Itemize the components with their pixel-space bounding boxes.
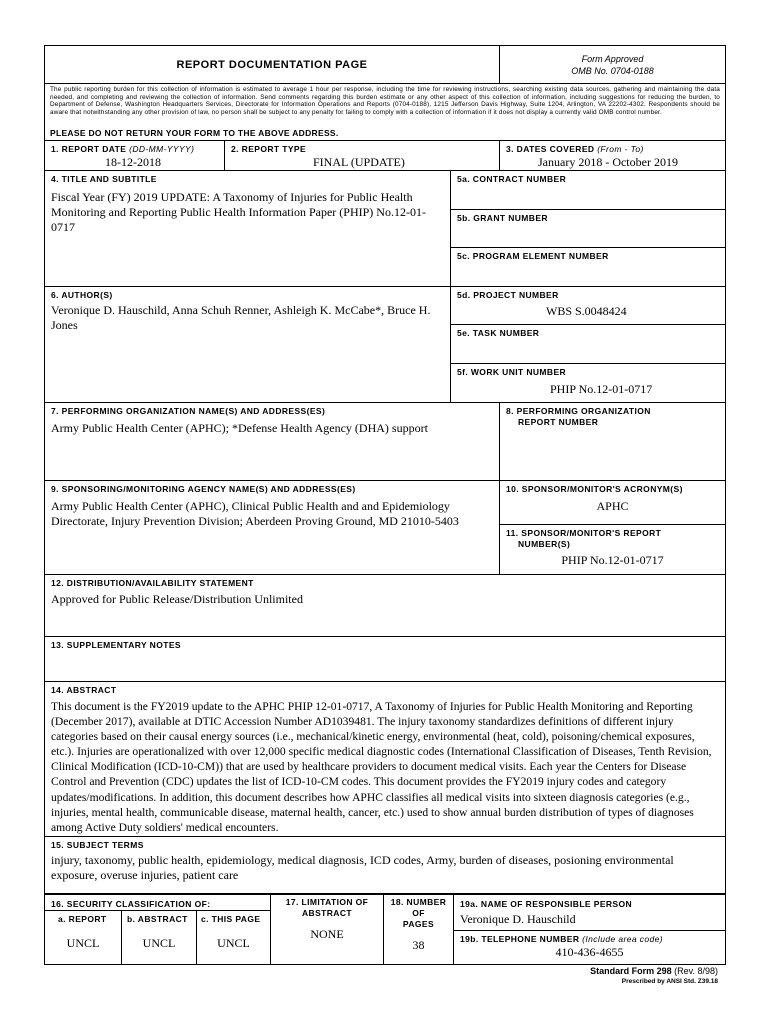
pages-label-1: 18. NUMBER (390, 897, 447, 907)
report-documentation-form (44, 45, 726, 895)
performing-org-value: Army Public Health Center (APHC); *Defense Health Agency (DHA) support (51, 421, 428, 435)
dates-covered-hint: (From - To) (597, 144, 644, 154)
performing-report-label-2: REPORT NUMBER (518, 417, 599, 427)
form-revision: (Rev. 8/98) (674, 966, 718, 976)
dates-covered-label: 3. DATES COVERED (506, 144, 595, 154)
page-title: REPORT DOCUMENTATION PAGE (176, 59, 368, 71)
omb-number: OMB No. 0704-0188 (571, 66, 654, 76)
abstract-value: This document is the FY2019 update to the APHC PHIP 12-01-0717, A Taxonomy of Injuries for Public Health Monitoring and Reporting (December 2017), available at DTIC Accession Number AD1039481. The injury taxonomy standardizes definitions of different injury categories based on their causal energy sources (i.e., mechanical/kinetic energy, environmental (heat, cold), poisoning/chemical exposures, etc.). Injuries are operationalized with over 12,000 specific medical diagnostic codes (International Classification of Diseases, Tenth Revision, Clinical Modification (ICD-10-CM)) that are used by healthcare providers to document medical visits. Each year the Centers for Disease Control and Prevention (CDC) updates the list of ICD-10-CM codes. This document provides the FY2019 injury codes and category updates/modifications. In addition, this document describes how APHC classifies all medical visits into sixteen diagnosis categories (e.g., injuries, mental health, communicable disease, maternal health, cancer, etc.) used to show annual burden distribution of types of diagnoses among Active Duty soldiers' medical encounters. (51, 700, 712, 834)
grant-number-field[interactable] (451, 209, 725, 247)
authors-field[interactable] (45, 286, 451, 402)
security-abstract-value: UNCL (142, 936, 176, 950)
security-report-label: a. REPORT (58, 914, 107, 924)
ansi-standard: Prescribed by ANSI Std. Z39.18 (621, 978, 718, 985)
work-unit-field[interactable] (451, 363, 725, 402)
project-number-field[interactable] (451, 286, 725, 324)
form-title-cell (45, 46, 500, 84)
security-classification-header (45, 893, 271, 911)
limitation-label-2: ABSTRACT (302, 908, 352, 918)
standard-form-number: Standard Form 298 (590, 966, 672, 976)
sponsoring-agency-field[interactable] (45, 480, 500, 574)
sponsor-report-label-1: 11. SPONSOR/MONITOR'S REPORT (506, 528, 662, 538)
contract-number-label: 5a. CONTRACT NUMBER (457, 174, 567, 184)
burden-notice-text: The public reporting burden for this collection of information is estimated to average 1 hour per response, including the time for reviewing instructions, searching existing data sources, gathering and maintaining the data needed, and completing and reviewing the collection of information. Send comments regarding this burden estimate or any other aspect of this collection of information, including suggestions for reducing the burden, to Department of Defense, Washington Headquarters Services, Directorate for Information Operations and Reports (0704-0188), 1215 Jefferson Davis Highway, Suite 1204, Arlington, VA 22202-4302. Respondents should be aware that notwithstanding any other provision of law, no person shall be subject to any penalty for failing to comply with a collection of information if it does not display a currently valid OMB control number. (50, 86, 720, 116)
report-date-label: 1. REPORT DATE (51, 144, 127, 154)
responsible-person-value: Veronique D. Hauschild (460, 912, 576, 926)
telephone-value: 410-436-4655 (555, 945, 624, 959)
performing-report-label-1: 8. PERFORMING ORGANIZATION (506, 406, 651, 416)
bottom-section (44, 893, 726, 965)
work-unit-label: 5f. WORK UNIT NUMBER (457, 367, 567, 377)
omb-cell (500, 46, 725, 84)
number-of-pages-field[interactable] (384, 893, 454, 965)
responsible-person-label: 19a. NAME OF RESPONSIBLE PERSON (460, 899, 633, 909)
authors-value: Veronique D. Hauschild, Anna Schuh Renner, Ashleigh K. McCabe*, Bruce H. Jones (51, 303, 431, 332)
pages-label-2: OF (412, 908, 425, 918)
security-abstract-label: b. ABSTRACT (127, 914, 188, 924)
sponsoring-agency-value: Army Public Health Center (APHC), Clinical Public Health and and Epidemiology Directorate, Injury Prevention Division; Aberdeen Proving Ground, MD 21010-5403 (51, 499, 459, 528)
project-number-value: WBS S.0048424 (546, 304, 627, 318)
security-this-page-field[interactable] (197, 911, 271, 965)
security-report-field[interactable] (45, 911, 122, 965)
supplementary-notes-label: 13. SUPPLEMENTARY NOTES (51, 640, 181, 650)
supplementary-notes-field[interactable] (45, 636, 725, 681)
limitation-label-1: 17. LIMITATION OF (285, 897, 369, 907)
security-this-page-value: UNCL (217, 936, 250, 950)
sponsor-acronym-label: 10. SPONSOR/MONITOR'S ACRONYM(S) (506, 484, 683, 494)
dates-covered-field[interactable] (500, 140, 725, 170)
report-type-field[interactable] (225, 140, 500, 170)
security-classification-label: 16. SECURITY CLASSIFICATION OF: (51, 899, 211, 909)
sponsor-report-field[interactable] (500, 524, 725, 574)
abstract-label: 14. ABSTRACT (51, 685, 117, 695)
abstract-field[interactable] (45, 681, 725, 836)
distribution-field[interactable] (45, 574, 725, 636)
security-this-page-label: c. THIS PAGE (201, 914, 261, 924)
limitation-field[interactable] (271, 893, 384, 965)
performing-org-field[interactable] (45, 402, 500, 480)
report-date-field[interactable] (45, 140, 225, 170)
task-number-label: 5e. TASK NUMBER (457, 328, 540, 338)
distribution-label: 12. DISTRIBUTION/AVAILABILITY STATEMENT (51, 578, 254, 588)
report-type-label: 2. REPORT TYPE (231, 144, 307, 154)
burden-notice (50, 86, 720, 130)
sponsor-report-value: PHIP No.12-01-0717 (561, 553, 664, 567)
performing-report-field[interactable] (500, 402, 725, 480)
program-element-label: 5c. PROGRAM ELEMENT NUMBER (457, 251, 609, 261)
sponsor-report-label-2: NUMBER(S) (518, 539, 571, 549)
program-element-field[interactable] (451, 247, 725, 286)
project-number-label: 5d. PROJECT NUMBER (457, 290, 559, 300)
subject-terms-value: injury, taxonomy, public health, epidemiology, medical diagnosis, ICD codes, Army, burden of diseases, posioning environmental exposure, overuse injuries, patient care (51, 853, 674, 882)
security-abstract-field[interactable] (122, 911, 197, 965)
authors-label: 6. AUTHOR(S) (51, 290, 113, 300)
title-value: Fiscal Year (FY) 2019 UPDATE: A Taxonomy of Injuries for Public Health Monitoring and Reporting Public Health Information Paper (PHIP) No.12-01-0717 (51, 190, 426, 234)
task-number-field[interactable] (451, 324, 725, 363)
distribution-value: Approved for Public Release/Distribution Unlimited (51, 592, 303, 606)
limitation-value: NONE (310, 927, 344, 941)
pages-label-3: PAGES (402, 919, 435, 929)
sponsoring-agency-label: 9. SPONSORING/MONITORING AGENCY NAME(S) AND ADDRESS(ES) (51, 484, 356, 494)
responsible-person-field[interactable] (454, 893, 725, 931)
report-date-value: 18-12-2018 (105, 155, 161, 169)
sponsor-acronym-field[interactable] (500, 480, 725, 524)
do-not-return-notice: PLEASE DO NOT RETURN YOUR FORM TO THE ABOVE ADDRESS. (50, 128, 339, 138)
contract-number-field[interactable] (451, 170, 725, 209)
subject-terms-field[interactable] (45, 836, 725, 896)
dates-covered-value: January 2018 - October 2019 (538, 155, 678, 169)
pages-value: 38 (412, 938, 425, 952)
subject-terms-label: 15. SUBJECT TERMS (51, 840, 144, 850)
report-date-hint: (DD-MM-YYYY) (129, 144, 195, 154)
title-field[interactable] (45, 170, 451, 286)
work-unit-value: PHIP No.12-01-0717 (550, 382, 653, 396)
form-approved-text: Form Approved (581, 54, 644, 64)
grant-number-label: 5b. GRANT NUMBER (457, 213, 548, 223)
telephone-label: 19b. TELEPHONE NUMBER (460, 934, 580, 944)
form-footer (590, 966, 718, 985)
report-type-value: FINAL (UPDATE) (313, 155, 405, 169)
title-label: 4. TITLE AND SUBTITLE (51, 174, 157, 184)
security-report-value: UNCL (66, 936, 100, 950)
telephone-hint: (Include area code) (582, 934, 663, 944)
telephone-field[interactable] (454, 931, 725, 965)
sponsor-acronym-value: APHC (596, 499, 629, 513)
performing-org-label: 7. PERFORMING ORGANIZATION NAME(S) AND ADDRESS(ES) (51, 406, 326, 416)
